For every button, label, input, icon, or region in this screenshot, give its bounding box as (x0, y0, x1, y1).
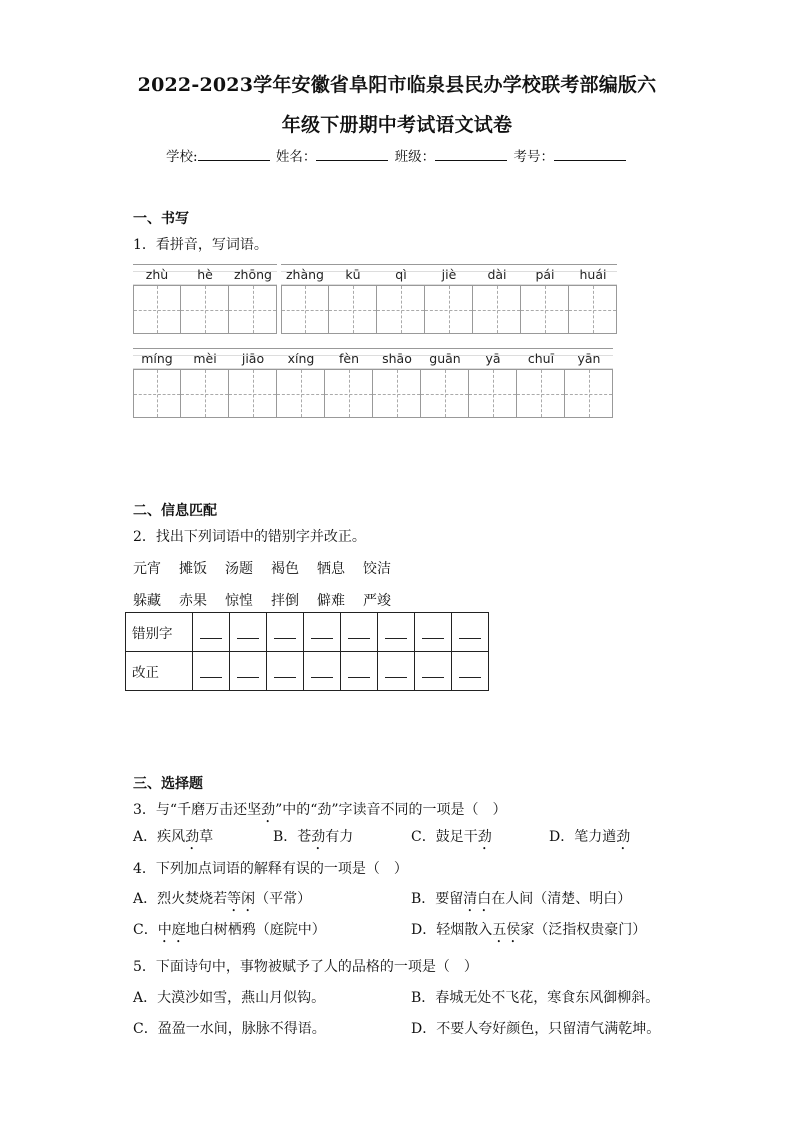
pinyin-group (133, 264, 277, 334)
pinyin-label: zhù (133, 264, 181, 286)
q5-option-a[interactable]: A．大漠沙如雪，燕山月似钩。 (133, 990, 326, 1006)
word-list-row-2 (133, 590, 409, 610)
question-3-stem (133, 799, 507, 826)
answer-cell[interactable] (341, 652, 378, 691)
class-blank[interactable] (435, 146, 507, 161)
q5-option-d[interactable]: D．不要人夸好颜色，只留清气满乾坤。 (411, 1021, 661, 1037)
school-label: 学校: (166, 149, 198, 165)
q4-option-d[interactable]: D．轻烟散入五侯家（泛指权贵豪门） (411, 922, 647, 938)
question-1-stem: 1．看拼音，写词语。 (133, 237, 268, 253)
pinyin-label: jiāo (229, 348, 277, 370)
word-item: 饺洁 (363, 561, 391, 577)
pinyin-cell (277, 348, 325, 418)
pinyin-label: kū (329, 264, 377, 286)
pinyin-label: jiè (425, 264, 473, 286)
pinyin-label: yān (565, 348, 613, 370)
pinyin-label: guān (421, 348, 469, 370)
pinyin-label: fèn (325, 348, 373, 370)
writing-box[interactable] (181, 370, 229, 418)
writing-box[interactable] (277, 370, 325, 418)
q5-option-c[interactable]: C．盈盈一水间，脉脉不得语。 (133, 1021, 326, 1037)
answer-cell[interactable] (378, 613, 415, 652)
writing-box[interactable] (425, 286, 473, 334)
pinyin-label: zhàng (281, 264, 329, 286)
answer-cell[interactable] (341, 613, 378, 652)
pinyin-cell (473, 264, 521, 334)
word-item: 惊惶 (225, 593, 253, 609)
answer-cell[interactable] (452, 652, 489, 691)
pinyin-cell (469, 348, 517, 418)
row-label-wrong: 错别字 (126, 613, 193, 652)
pinyin-row-2 (133, 348, 613, 418)
word-item: 摊饭 (179, 561, 207, 577)
answer-blank[interactable] (237, 661, 259, 678)
answer-cell[interactable] (415, 613, 452, 652)
section-heading-matching: 二、信息匹配 (133, 503, 217, 519)
q3-option-d[interactable]: D．笔力遒劲 (549, 829, 631, 845)
answer-cell[interactable] (230, 613, 267, 652)
writing-box[interactable] (281, 286, 329, 334)
pinyin-label: qì (377, 264, 425, 286)
question-4-stem: 4．下列加点词语的解释有误的一项是（ ） (133, 861, 408, 877)
pinyin-label: chuī (517, 348, 565, 370)
pinyin-cell (229, 264, 277, 334)
answer-blank[interactable] (348, 661, 370, 678)
page-title-line1: 2022-2023学年安徽省阜阳市临泉县民办学校联考部编版六 (137, 74, 657, 96)
pinyin-group (133, 348, 613, 418)
pinyin-cell (377, 264, 425, 334)
pinyin-cell (329, 264, 377, 334)
name-blank[interactable] (316, 146, 388, 161)
word-list-row-1 (133, 558, 409, 578)
answer-cell[interactable] (230, 652, 267, 691)
pinyin-label: dài (473, 264, 521, 286)
word-item: 僻难 (317, 593, 345, 609)
answer-cell[interactable] (193, 652, 230, 691)
q3-option-a[interactable]: A．疾风劲草 (133, 829, 214, 845)
q4-option-b[interactable]: B．要留清白在人间（清楚、明白） (411, 891, 632, 907)
writing-box[interactable] (373, 370, 421, 418)
answer-cell[interactable] (452, 613, 489, 652)
writing-box[interactable] (569, 286, 617, 334)
pinyin-label: pái (521, 264, 569, 286)
writing-box[interactable] (229, 286, 277, 334)
writing-box[interactable] (421, 370, 469, 418)
word-item: 赤果 (179, 593, 207, 609)
correction-table-wrap (125, 612, 489, 691)
pinyin-label: yā (469, 348, 517, 370)
q3-option-c[interactable]: C．鼓足干劲 (411, 829, 492, 845)
word-item: 牺息 (317, 561, 345, 577)
q4-option-a[interactable]: A．烈火焚烧若等闲（平常） (133, 891, 312, 907)
table-row (126, 613, 489, 652)
pinyin-cell (565, 348, 613, 418)
word-item: 元宵 (133, 561, 161, 577)
answer-cell[interactable] (267, 613, 304, 652)
pinyin-cell (181, 264, 229, 334)
answer-cell[interactable] (415, 652, 452, 691)
writing-box[interactable] (521, 286, 569, 334)
word-item: 严竣 (363, 593, 391, 609)
pinyin-cell (181, 348, 229, 418)
pinyin-cell (133, 348, 181, 418)
answer-blank[interactable] (274, 661, 296, 678)
pinyin-group (281, 264, 617, 334)
question-5-stem: 5．下面诗句中，事物被赋予了人的品格的一项是（ ） (133, 959, 478, 975)
answer-blank[interactable] (422, 622, 444, 639)
q3-stem-emphasis: 劲 (261, 802, 276, 818)
pinyin-cell (517, 348, 565, 418)
answer-blank[interactable] (385, 622, 407, 639)
q3-stem-rest: ”中的“劲”字读音不同的一项是（ ） (275, 802, 507, 818)
q4-option-c[interactable]: C．中庭地白树栖鸦（庭院中） (133, 922, 326, 938)
word-item: 褐色 (271, 561, 299, 577)
answer-cell[interactable] (267, 652, 304, 691)
word-item: 汤题 (225, 561, 253, 577)
answer-blank[interactable] (311, 661, 333, 678)
pinyin-label: hè (181, 264, 229, 286)
answer-cell[interactable] (193, 613, 230, 652)
q3-option-b[interactable]: B．苍劲有力 (273, 829, 354, 845)
word-item: 躲藏 (133, 593, 161, 609)
writing-box[interactable] (565, 370, 613, 418)
answer-cell[interactable] (378, 652, 415, 691)
answer-cell[interactable] (304, 613, 341, 652)
answer-blank[interactable] (200, 622, 222, 639)
student-info-row (0, 145, 794, 165)
writing-box[interactable] (325, 370, 373, 418)
class-label: 班级： (394, 149, 436, 165)
section-heading-choice: 三、选择题 (133, 776, 203, 792)
answer-blank[interactable] (200, 661, 222, 678)
pinyin-cell (425, 264, 473, 334)
writing-box[interactable] (181, 286, 229, 334)
answer-blank[interactable] (311, 622, 333, 639)
pinyin-label: zhōng (229, 264, 277, 286)
row-label-correct: 改正 (126, 652, 193, 691)
section-heading-writing: 一、书写 (133, 211, 189, 227)
table-row (126, 652, 489, 691)
writing-box[interactable] (473, 286, 521, 334)
question-2-stem: 2．找出下列词语中的错别字并改正。 (133, 529, 366, 545)
correction-table (125, 612, 489, 691)
pinyin-label: míng (133, 348, 181, 370)
writing-box[interactable] (469, 370, 517, 418)
pinyin-label: huái (569, 264, 617, 286)
writing-box[interactable] (329, 286, 377, 334)
writing-box[interactable] (377, 286, 425, 334)
writing-box[interactable] (133, 286, 181, 334)
page-title-line2: 年级下册期中考试语文试卷 (281, 114, 513, 136)
q5-option-b[interactable]: B．春城无处不飞花，寒食东风御柳斜。 (411, 990, 660, 1006)
pinyin-cell (325, 348, 373, 418)
pinyin-cell (229, 348, 277, 418)
writing-box[interactable] (133, 370, 181, 418)
answer-blank[interactable] (237, 622, 259, 639)
answer-blank[interactable] (385, 661, 407, 678)
word-item: 拌倒 (271, 593, 299, 609)
pinyin-cell (373, 348, 421, 418)
pinyin-row-1 (133, 264, 617, 334)
answer-blank[interactable] (274, 622, 296, 639)
school-blank[interactable] (198, 146, 270, 161)
q3-stem-pre: 3．与“千磨万击还坚 (133, 802, 262, 818)
exam-number-label: 考号： (513, 149, 554, 165)
writing-box[interactable] (229, 370, 277, 418)
answer-blank[interactable] (459, 661, 481, 678)
answer-cell[interactable] (304, 652, 341, 691)
pinyin-label: xíng (277, 348, 325, 370)
answer-blank[interactable] (348, 622, 370, 639)
pinyin-cell (569, 264, 617, 334)
pinyin-label: mèi (181, 348, 229, 370)
name-label: 姓名： (275, 149, 317, 165)
answer-blank[interactable] (459, 622, 481, 639)
answer-blank[interactable] (422, 661, 444, 678)
pinyin-label: shāo (373, 348, 421, 370)
exam-number-blank[interactable] (554, 146, 626, 161)
pinyin-cell (421, 348, 469, 418)
writing-box[interactable] (517, 370, 565, 418)
pinyin-cell (133, 264, 181, 334)
pinyin-cell (521, 264, 569, 334)
pinyin-cell (281, 264, 329, 334)
